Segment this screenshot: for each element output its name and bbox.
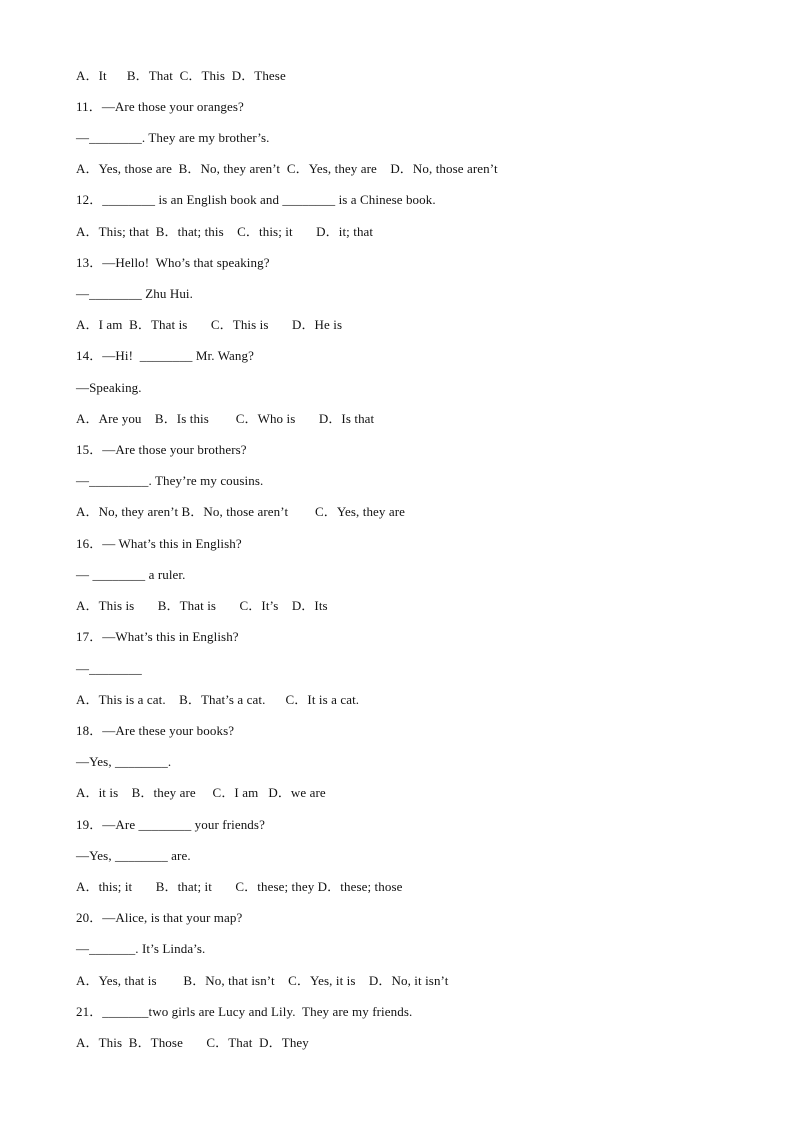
text-line: —________. They are my brother’s. [76,130,270,145]
text-line: 12．________ is an English book and ________ is a Chinese book. [76,192,436,207]
text-line: —_______. It’s Linda’s. [76,941,206,956]
text-line: A．This B．Those C．That D．They [76,1035,309,1050]
text-line: A．Yes, those are B．No, they aren’t C．Yes, they are D．No, those aren’t [76,161,498,176]
text-line: A．Are you B．Is this C．Who is D．Is that [76,411,375,426]
text-line: —________ Zhu Hui. [76,286,193,301]
text-line: 21．_______two girls are Lucy and Lily. They are my friends. [76,1004,413,1019]
text-line: A．This; that B．that; this C．this; it D．it; that [76,224,374,239]
text-line: 18．—Are these your books? [76,723,235,738]
text-line: A．it is B．they are C．I am D．we are [76,785,326,800]
text-line: —Speaking. [76,380,142,395]
text-line: A．Yes, that is B．No, that isn’t C．Yes, it is D．No, it isn’t [76,973,449,988]
text-line: 16．— What’s this in English? [76,536,242,551]
text-line: A．This is B．That is C．It’s D．Its [76,598,328,613]
text-line: 14．—Hi! ________ Mr. Wang? [76,348,254,363]
text-line: 20．—Alice, is that your map? [76,910,243,925]
text-line: —_________. They’re my cousins. [76,473,264,488]
text-line: A．I am B．That is C．This is D．He is [76,317,343,332]
text-line: —________ [76,661,142,676]
text-line: 17．—What’s this in English? [76,629,239,644]
text-line: — ________ a ruler. [76,567,186,582]
text-line: 19．—Are ________ your friends? [76,817,265,832]
text-line: 15．—Are those your brothers? [76,442,247,457]
text-line: —Yes, ________ are. [76,848,191,863]
text-line: A．This is a cat. B．That’s a cat. C．It is a cat. [76,692,360,707]
text-line: —Yes, ________. [76,754,172,769]
text-line: A．No, they aren’t B．No, those aren’t C．Yes, they are [76,504,406,519]
text-line: A．this; it B．that; it C．these; they D．these; those [76,879,403,894]
text-line: A．It B．That C．This D．These [76,68,286,83]
text-line: 13．—Hello! Who’s that speaking? [76,255,270,270]
text-line: 11．—Are those your oranges? [76,99,244,114]
